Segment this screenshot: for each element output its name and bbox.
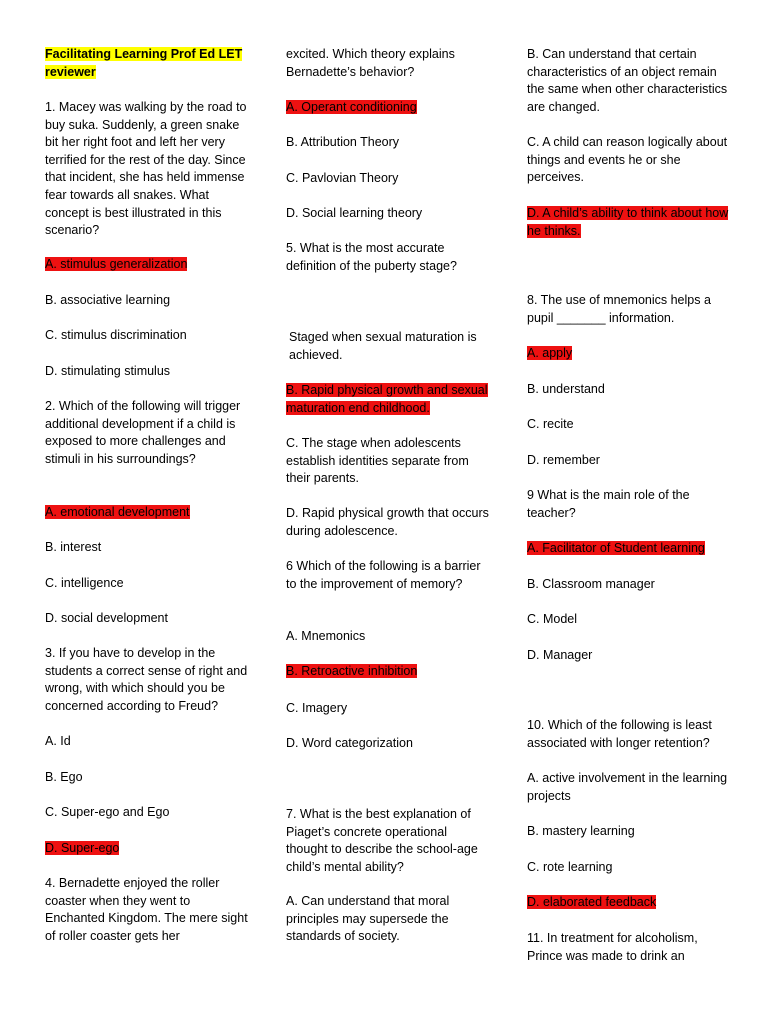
answer-highlight: A. apply [527,346,573,360]
option: D. Rapid physical growth that occurs during adolescence. [286,506,489,538]
option: B. Classroom manager [527,577,655,591]
option: A. Mnemonics [286,629,366,643]
option: D. remember [527,453,600,467]
option: C. Imagery [286,701,348,715]
option: B. interest [45,540,102,554]
option: B. mastery learning [527,824,635,838]
question-2: 2. Which of the following will trigger additional development if a child is exposed to more challenges and stimuli in his surroundings? [45,399,241,466]
option: C. A child can reason logically about things and events he or she perceives. [527,135,728,185]
option: C. Super-ego and Ego [45,805,170,819]
answer-highlight: D. A child’s ability to think about how he thinks. [527,206,729,238]
option: B. Attribution Theory [286,135,400,149]
option: A. Can understand that moral principles may supersede the standards of society. [286,894,450,944]
option: C. recite [527,417,574,431]
option: C. The stage when adolescents establish identities separate from their parents. [286,436,469,486]
question-8: 8. The use of mnemonics helps a pupil _______ information. [527,293,711,325]
question-6: 6 Which of the following is a barrier to the improvement of memory? [286,559,481,591]
question-3: 3. If you have to develop in the students a correct sense of right and wrong, with which should you be concerned according to Freud? [45,646,248,713]
answer-highlight: A. emotional development [45,505,190,519]
option: A. active involvement in the learning projects [527,771,728,803]
question-10: 10. Which of the following is least associated with longer retention? [527,718,712,750]
option: B. associative learning [45,293,171,307]
option: C. rote learning [527,860,613,874]
option: B. understand [527,382,605,396]
option: D. Manager [527,648,593,662]
question-1: 1. Macey was walking by the road to buy suka. Suddenly, a green snake bit her right foot and left her very terrified for the rest of the day. Since that incident, she has held immense fear towards all snakes. What concept is best illustrated in this scenario? [45,100,247,238]
option: C. intelligence [45,576,124,590]
answer-highlight: B. Rapid physical growth and sexual maturation end childhood. [286,383,488,415]
option: D. social development [45,611,168,625]
question-4: 4. Bernadette enjoyed the roller coaster when they went to Enchanted Kingdom. The mere sight of roller coaster gets her [45,876,248,943]
option: B. Can understand that certain characteristics of an object remain the same when other characteristics are changed. [527,47,728,114]
answer-highlight: B. Retroactive inhibition [286,664,418,678]
option: C. Model [527,612,578,626]
answer-highlight: D. Super-ego [45,841,120,855]
option: C. stimulus discrimination [45,328,187,342]
question-7: 7. What is the best explanation of Piaget’s concrete operational thought to describe the school-age child’s mental ability? [286,807,478,874]
question-5: 5. What is the most accurate definition of the puberty stage? [286,241,457,273]
option: A. Id [45,734,71,748]
option: B. Ego [45,770,83,784]
option: Staged when sexual maturation is achieved. [289,330,477,362]
answer-highlight: A. Facilitator of Student learning [527,541,705,555]
answer-highlight: A. Operant conditioning [286,100,417,114]
option: D. Social learning theory [286,206,423,220]
document-title: Facilitating Learning Prof Ed LET reviewer [45,47,243,79]
question-4-continued: excited. Which theory explains Bernadette’s behavior? [286,47,455,79]
option: D. Word categorization [286,736,413,750]
option: C. Pavlovian Theory [286,171,399,185]
option: D. stimulating stimulus [45,364,171,378]
question-11: 11. In treatment for alcoholism, Prince was made to drink an [527,931,698,963]
answer-highlight: D. elaborated feedback [527,895,657,909]
question-9: 9 What is the main role of the teacher? [527,488,690,520]
answer-highlight: A. stimulus generalization [45,257,188,271]
